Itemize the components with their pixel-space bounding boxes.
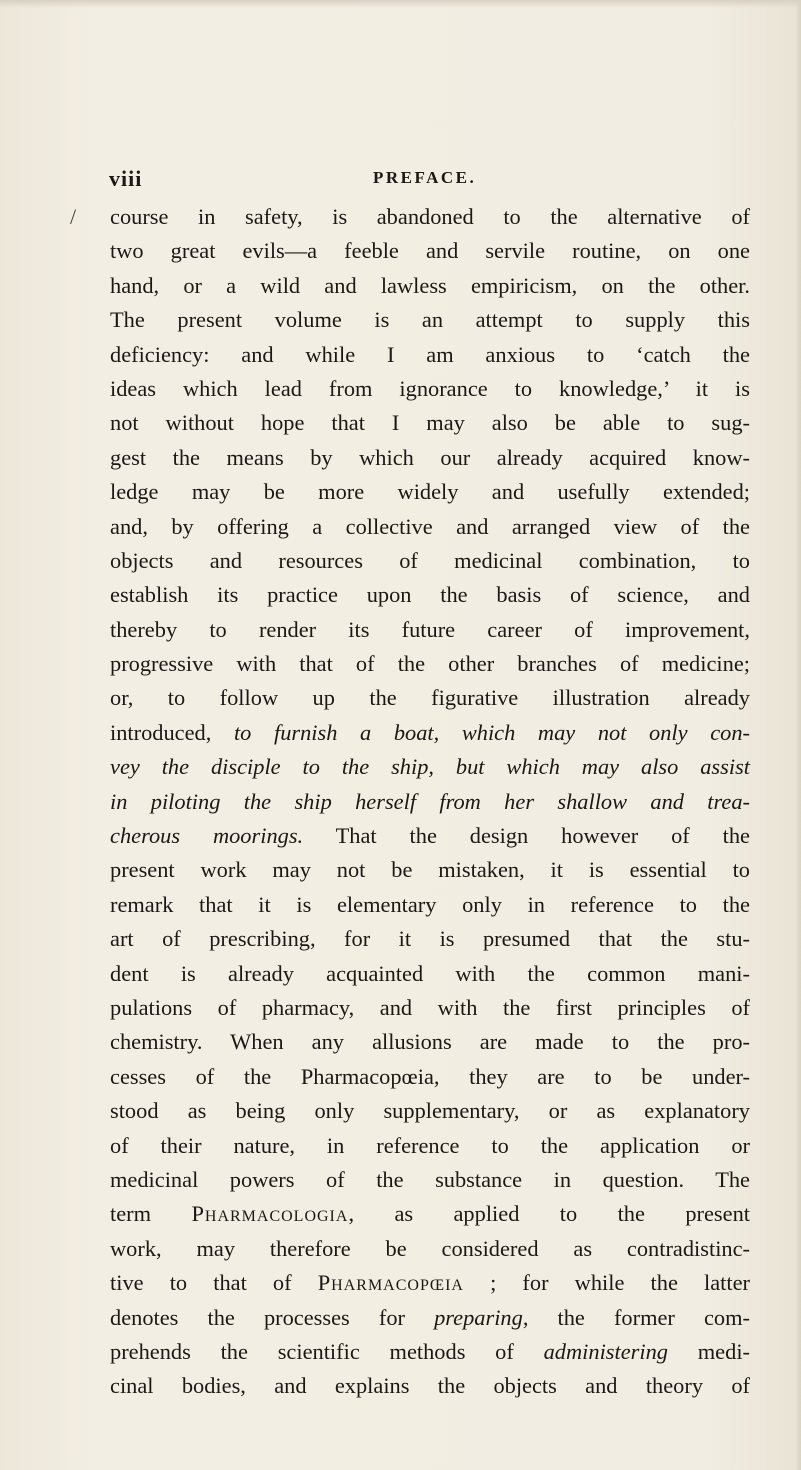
text-segment: chemistry. When any allusions are made to the pro- (110, 1029, 750, 1055)
text-line (110, 578, 750, 612)
text-line (110, 200, 750, 234)
text-segment: medi- (668, 1338, 750, 1364)
text-line (110, 1335, 750, 1369)
text-segment: That the design however of the (303, 823, 750, 849)
text-segment: progressive with that of the other branches of medicine; (110, 651, 750, 677)
italic-text: cherous moorings. (110, 823, 304, 849)
page-right-edge (795, 0, 801, 1470)
text-segment: objects and resources of medicinal combination, to (110, 547, 750, 573)
text-line (110, 1369, 750, 1403)
text-segment: establish its practice upon the basis of science, and (110, 582, 750, 608)
text-line (110, 922, 750, 956)
text-segment: pulations of pharmacy, and with the first principles of (110, 994, 750, 1020)
text-segment: of their nature, in reference to the application or (110, 1132, 750, 1158)
text-line (110, 853, 750, 887)
text-line (110, 1163, 750, 1197)
small-caps-text: Pharmacopœia (317, 1270, 464, 1296)
text-segment: cinal bodies, and explains the objects and theory of (110, 1373, 750, 1399)
text-line (110, 716, 750, 750)
text-segment: and, by offering a collective and arranged view of the (110, 513, 750, 539)
text-line (110, 613, 750, 647)
text-line (110, 338, 750, 372)
text-line (110, 1025, 750, 1059)
text-line (110, 1301, 750, 1335)
text-segment: ledge may be more widely and usefully extended; (110, 479, 750, 505)
text-segment: term (110, 1201, 192, 1227)
text-line (110, 510, 750, 544)
italic-text: administering (543, 1338, 668, 1364)
text-segment: deficiency: and while I am anxious to ‘catch the (110, 341, 750, 367)
text-segment: thereby to render its future career of improvement, (110, 616, 750, 642)
italic-text: preparing (434, 1304, 523, 1330)
text-segment: art of prescribing, for it is presumed that the stu- (110, 926, 750, 952)
text-segment: work, may therefore be considered as contradistinc- (110, 1235, 750, 1261)
text-segment: prehends the scientific methods of (110, 1338, 544, 1364)
text-line (110, 991, 750, 1025)
text-segment: denotes the processes for (110, 1304, 435, 1330)
text-segment: not without hope that I may also be able to sug- (110, 410, 750, 436)
text-line (110, 1060, 750, 1094)
text-line (110, 1232, 750, 1266)
text-segment: present work may not be mistaken, it is essential to (110, 857, 750, 883)
text-segment: The present volume is an attempt to supply this (110, 307, 750, 333)
text-segment: course in safety, is abandoned to the alternative of (110, 204, 750, 229)
text-line (110, 441, 750, 475)
text-segment: two great evils—a feeble and servile routine, on one (110, 238, 750, 264)
text-line (110, 269, 750, 303)
text-line (110, 750, 750, 784)
text-line (110, 544, 750, 578)
running-head: PREFACE. (373, 168, 477, 187)
text-segment: cesses of the Pharmacopœia, they are to be under- (110, 1063, 750, 1089)
text-line (110, 819, 750, 853)
text-line (110, 1129, 750, 1163)
text-line (110, 785, 750, 819)
text-line (110, 1197, 750, 1231)
text-segment: hand, or a wild and lawless empiricism, on the other. (110, 272, 750, 298)
text-segment: or, to follow up the figurative illustration already (110, 685, 750, 711)
text-line (110, 234, 750, 268)
text-segment: remark that it is elementary only in reference to the (110, 891, 750, 917)
text-segment: gest the means by which our already acquired know- (110, 444, 750, 470)
text-line (110, 957, 750, 991)
italic-text: in piloting the ship herself from her shallow and trea- (110, 788, 750, 814)
text-segment: ideas which lead from ignorance to knowledge,’ it is (110, 375, 750, 401)
text-segment: ; for while the latter (463, 1270, 751, 1296)
italic-text: vey the disciple to the ship, but which may also assist (110, 754, 750, 780)
text-segment: introduced, (110, 719, 234, 745)
text-segment: medicinal powers of the substance in question. The (110, 1166, 750, 1192)
text-segment: tive to that of (110, 1270, 318, 1296)
text-segment: dent is already acquainted with the common mani- (110, 960, 750, 986)
text-line (110, 475, 750, 509)
page-number: viii (109, 166, 143, 191)
italic-text: to furnish a boat, which may not only con- (233, 719, 750, 745)
small-caps-text: Pharmacologia (191, 1201, 349, 1227)
text-line (110, 681, 750, 715)
text-segment: stood as being only supplementary, or as explanatory (110, 1098, 750, 1124)
text-line (110, 372, 750, 406)
text-segment: , the former com- (522, 1304, 750, 1330)
text-line (110, 303, 750, 337)
margin-pencil-mark: / (70, 204, 77, 229)
text-line (110, 888, 750, 922)
text-line (110, 406, 750, 440)
text-segment: , as applied to the present (348, 1201, 750, 1227)
text-line (110, 1266, 750, 1300)
text-line (110, 1094, 750, 1128)
text-line (110, 647, 750, 681)
page-top-shadow (0, 0, 801, 8)
body-text (110, 200, 750, 1404)
